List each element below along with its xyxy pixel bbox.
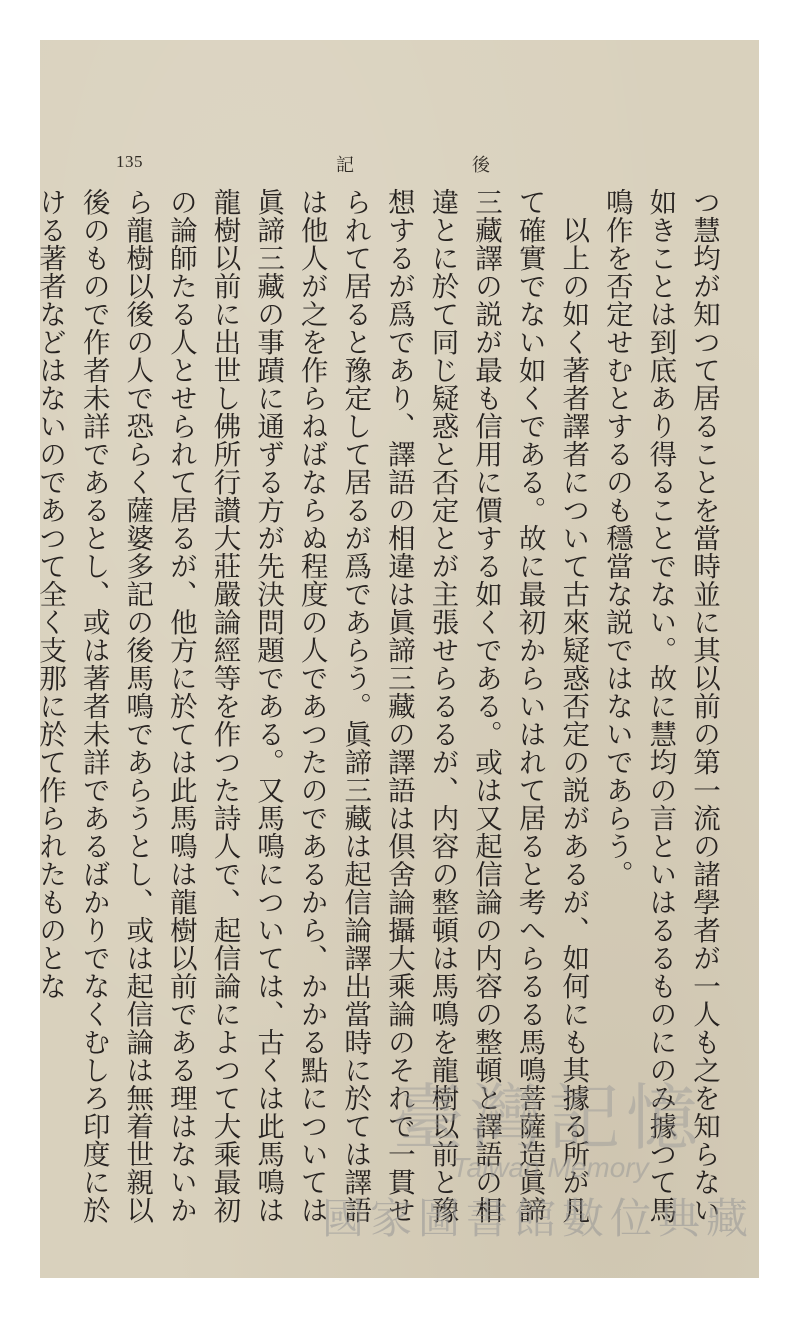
page-number: 135 bbox=[116, 152, 143, 171]
watermark-english-text: Taiwan Memory bbox=[452, 1152, 649, 1183]
book-page bbox=[34, 40, 759, 1278]
paragraph-2: 以上の如く著者譯者について古來疑惑否定の説があるが、如何にも其據る所が凡て確實でない如くである。故に最初からいはれて居ると考へらるる馬鳴菩薩造眞諦三藏譯の説が最も信用に價する如くである。或は又起信論の内容の整頓と譯語の相違とに於て同じ疑惑と否定とが主張せらるるが、内容の整頓は馬鳴を龍樹以前と豫想するが爲であり、譯語の相違は眞諦三藏の譯語は倶舍論攝大乘論のそれで一貫せられて居ると豫定して居るが爲であらう。眞諦三藏は起信論譯出當時に於ては譯語は他人が之を作らねばならぬ程度の人であつたのであるから、かかる點については眞諦三藏の事蹟に通ずる方が先決問題である。又馬鳴については、古くは此馬鳴は龍樹以前に出世し佛所行讃大莊嚴論經等を作つた詩人で、起信論によつて大乘最初の論師たる人とせられて居るが、他方に於ては此馬鳴は龍樹以前である理はないから龍樹以後の人で恐らく薩婆多記の後馬鳴であらうとし、或は起信論は無着世親以後のもので作者未詳であるとし、或は著者未詳であるばかりでなくむしろ印度に於ける著者などはないのであつて全く支那に於て作られたものとな bbox=[34, 188, 590, 1224]
vertical-body-text bbox=[28, 188, 726, 1228]
running-header-char-1: 後 bbox=[472, 155, 490, 176]
running-header-char-2: 記 bbox=[336, 155, 354, 176]
watermark-chinese-text: 國家圖書館數位典藏 bbox=[322, 1194, 755, 1243]
paragraph-1: つ慧均が知つて居ることを當時並に其以前の第一流の諸學者が一人も之を知らない如きことは到底あり得ることでない。故に慧均の言といはるるものにのみ據つて馬鳴作を否定せむとするのも穩當な説ではないであらう。 bbox=[600, 188, 720, 1224]
watermark-script-logo: 臺灣記憶 bbox=[392, 1076, 705, 1160]
